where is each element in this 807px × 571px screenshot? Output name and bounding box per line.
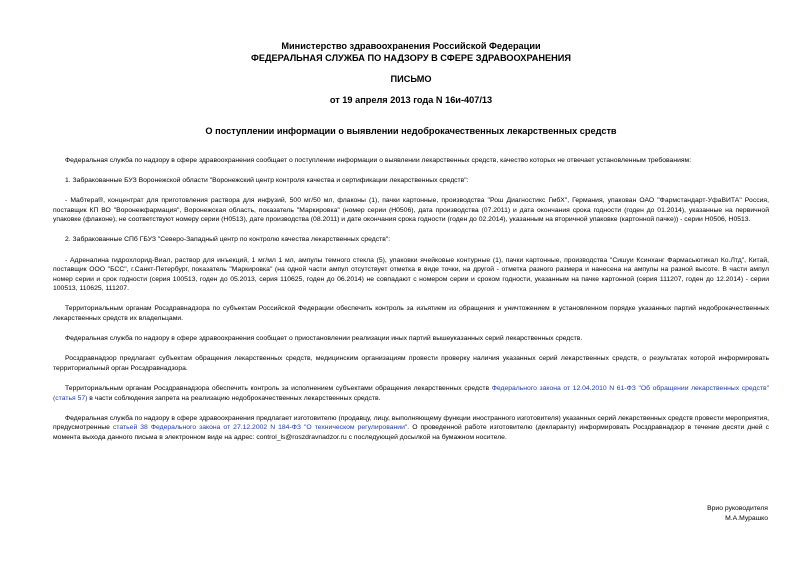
- service-name: ФЕДЕРАЛЬНАЯ СЛУЖБА ПО НАДЗОРУ В СФЕРЕ ЗДРАВООХРАНЕНИЯ: [250, 53, 571, 63]
- paragraph-text: . О проведенной работе изготовителю (декларанту) информировать Росздравнадзор в течение десяти дней с момента выхода данного письма в электронном виде на адрес: control_ls@roszdravnadzor.ru с последующей досылкой на бумажном носителе.: [53, 424, 769, 441]
- document-header: [53, 40, 769, 106]
- paragraph-intro: Федеральная служба по надзору в сфере здравоохранения сообщает о поступлении информации о выявлении лекарственных средств, качество которых не отвечает установленным требованиям:: [65, 157, 692, 164]
- paragraph-territorial-control: Территориальным органам Росздравнадзора по субъектам Российской Федерации обеспечить контроль за изъятием из обращения и уничтожением в установленном порядке указанных партий недоброкачественных лекарственных средств их владельцами.: [53, 305, 769, 323]
- paragraph-text: Территориальным органам Росздравнадзора обеспечить контроль за исполнением субъектами обращения лекарственных средств: [65, 384, 492, 392]
- signatory-name: М.А.Мурашко: [725, 514, 768, 522]
- paragraph-item-2-detail: - Адреналина гидрохлорид-Виал, раствор для инъекций, 1 мг/мл 1 мл, ампулы темного стекла (5), упаковки ячейковые контурные (1), пачки картонные, производства "Сишуи Ксинханг Фармасьютикал Ко.Лтд", Китай, поставщик ООО "БСС", г.Санкт-Петербург, показатель "Маркировка" (на одной части ампул отсутствует отметка в виде точки, на другой - отметка разного размера и нанесена на ампулы на разной высоте. В части ампул номер серии и срок годности (серия 100513, годен до 05.2013, серия 110625, годен до 06.2014) не совпадают с номером серии и сроком годности, указанным на пачке картонной (серия 111207, годен до 12.2014) - серии 100513, 110625, 111207.: [53, 256, 769, 293]
- law-61-fz-link[interactable]: Федерального закона от 12.04.2010 N 61-ФЗ "Об обращении лекарственных средств" (статья 57): [53, 384, 770, 402]
- paragraph-text: в части соблюдения запрета на реализацию недоброкачественных лекарственных средств.: [87, 394, 381, 402]
- document-topic: О поступлении информации о выявлении недоброкачественных лекарственных средств: [205, 126, 617, 136]
- law-184-fz-link[interactable]: статьей 38 Федерального закона от 27.12.2002 N 184-ФЗ "О техническом регулировании": [112, 424, 408, 432]
- paragraph-manufacturer: [53, 414, 769, 443]
- ministry-name: Министерство здравоохранения Российской Федерации: [281, 41, 541, 51]
- paragraph-inspection: Росздравнадзор предлагает субъектам обращения лекарственных средств, медицинским организациям провести проверку наличия указанных серий лекарственных средств, о результатах которой информировать территориальный орган Росздравнадзора.: [53, 355, 769, 372]
- paragraph-item-2-heading: 2. Забракованные СПб ГБУЗ "Северо-Западный центр по контролю качества лекарственных средств":: [65, 236, 391, 244]
- paragraph-item-1-detail: - Мабтера®, концентрат для приготовления раствора для инфузий, 500 мг/50 мл, флаконы (1), пачки картонные, производства "Рош Диагностикс ГмбХ", Германия, упакован ОАО "Фармстандарт-УфаВИТА" Россия, поставщик КП ВО "Воронежфармация", Воронежская область, показатель "Маркировка" (номер серии (Н0506), дата производства (07.2011) и дата окончания срока годности (годен до 01.2014), указанные на первичной упаковке (флаконе), не соответствуют номеру серии (Н0513), дате производства (08.2011) и дате окончания срока годности (годен до 02.2014), указанным на вторичной упаковке (картонной пачке)) - серии Н0506, Н0513.: [53, 197, 769, 224]
- paragraph-suspension: Федеральная служба по надзору в сфере здравоохранения сообщает о приостановлении реализации иных партий вышеуказанных серий лекарственных средств.: [65, 335, 583, 343]
- signatory-title: Врио руководителя: [707, 505, 768, 512]
- paragraph-item-1-heading: 1. Забракованные БУЗ Воронежской области "Воронежский центр контроля качества и сертификации лекарственных средств":: [65, 177, 469, 185]
- paragraph-text: Федеральная служба по надзору в сфере здравоохранения предлагает изготовителю (продавцу, лицу, выполняющему функции иностранного изготовителя) указанных серий лекарственных средств провести мероприятия, предусмотренные: [53, 414, 769, 432]
- signature-block: [707, 504, 768, 523]
- document-type: ПИСЬМО: [390, 74, 432, 84]
- document-body: [53, 156, 769, 442]
- document-date-number: от 19 апреля 2013 года N 16и-407/13: [329, 95, 493, 105]
- paragraph-law-control: [53, 384, 769, 403]
